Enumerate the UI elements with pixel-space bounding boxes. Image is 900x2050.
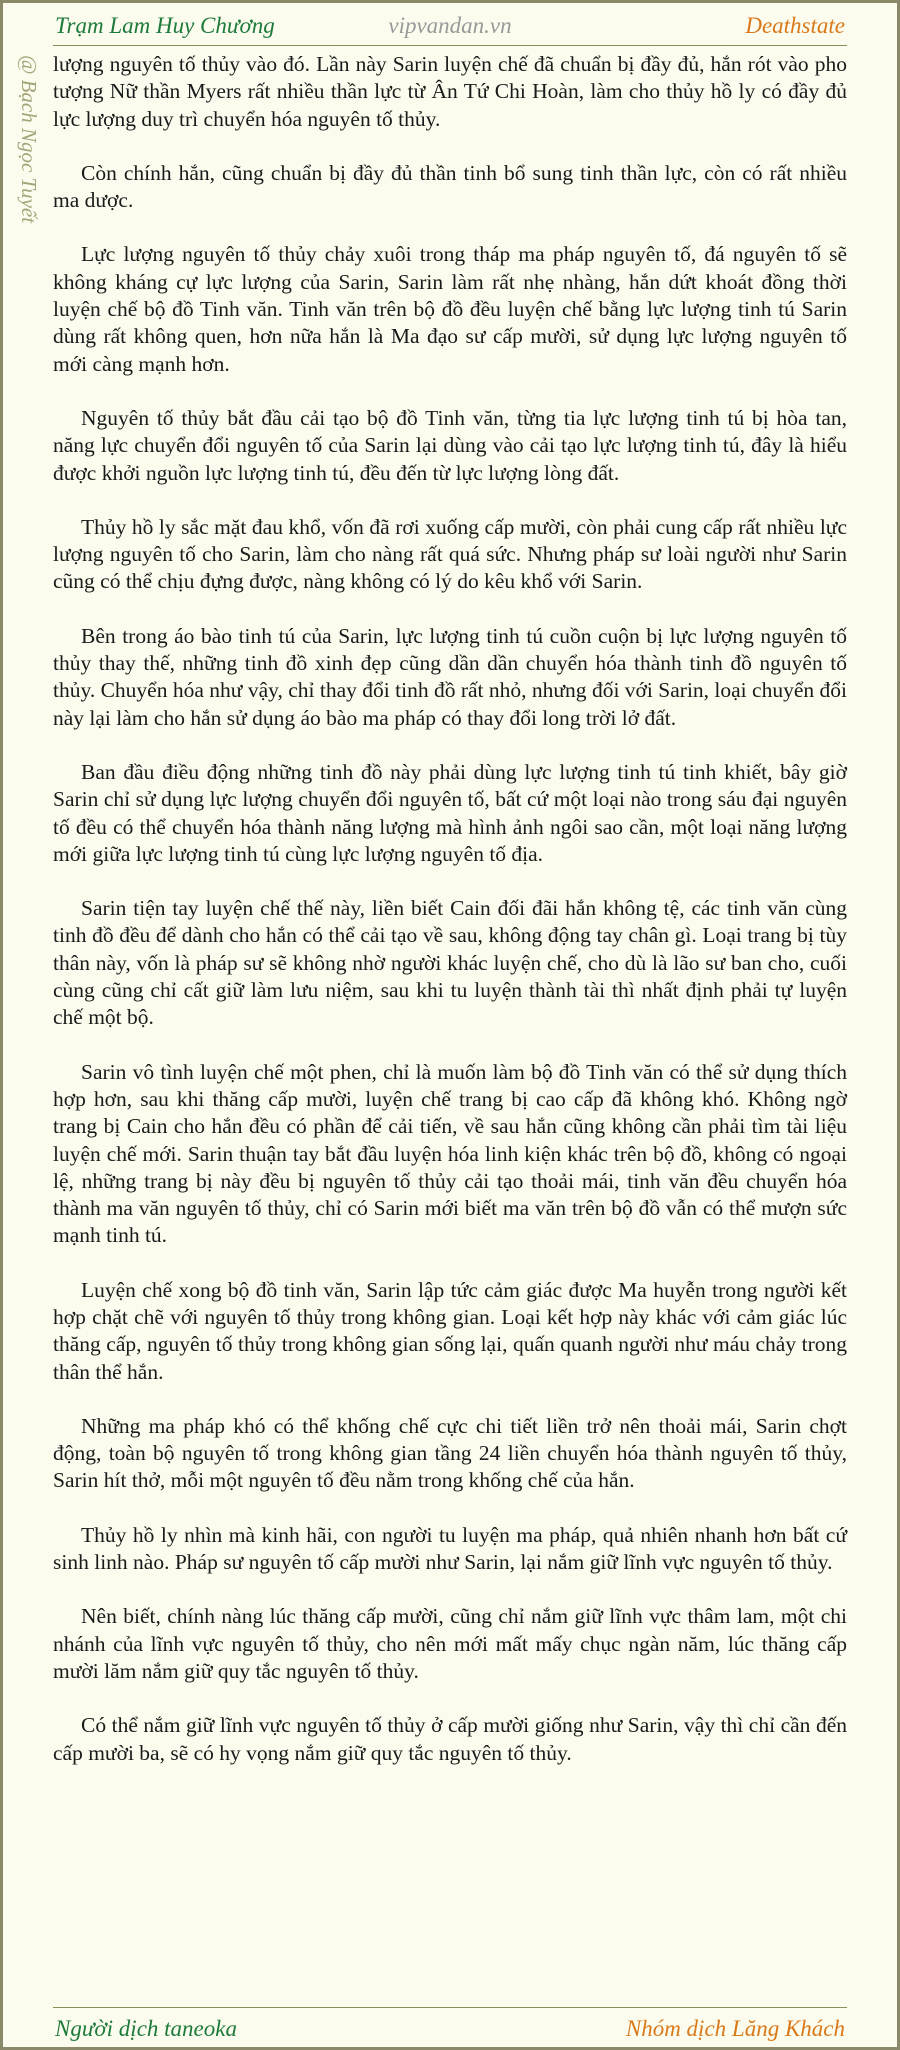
paragraph: Sarin tiện tay luyện chế thế này, liền biết Cain đối đãi hắn không tệ, các tinh văn cùng tinh đồ đều để dành cho hắn có thể cải tạo về sau, không động tay chân gì. Loại trang bị tùy thân này, vốn là pháp sư sẽ không nhờ người khác luyện chế, cho dù là lão sư ban cho, cuối cùng cũng chỉ cất giữ làm lưu niệm, sau khi tu luyện thành tài thì nhất định phải tự luyện chế một bộ. [53, 896, 847, 1030]
side-credit: @ Bạch Ngọc Tuyết [17, 55, 41, 224]
paragraph: Nguyên tố thủy bắt đầu cải tạo bộ đồ Tinh văn, từng tia lực lượng tinh tú bị hòa tan, năng lực chuyển đổi nguyên tố của Sarin lại dùng vào cải tạo lực lượng tinh tú, đây là hiểu được khởi nguồn lực lượng tinh tú, đều đến từ lực lượng lòng đất. [53, 405, 847, 485]
paragraph: Sarin vô tình luyện chế một phen, chỉ là muốn làm bộ đồ Tinh văn có thể sử dụng thích hợp hơn, sau khi thăng cấp mười, luyện chế trang bị cao cấp đã không khó. Không ngờ trang bị Cain cho hắn đều có phần để cải tiến, về sau hắn cũng không cần phải tìm tài liệu luyện chế mới. Sarin thuận tay bắt đầu luyện hóa linh kiện khác trên bộ đồ, không có ngoại lệ, những trang bị này đều bị nguyên tố thủy cải tạo thoải mái, tinh văn đều chuyển hóa thành ma văn nguyên tố thủy, chỉ có Sarin mới biết ma văn trên bộ đồ vẫn có thể mượn sức mạnh tinh tú. [53, 1059, 847, 1248]
paragraph: Thủy hồ ly sắc mặt đau khổ, vốn đã rơi xuống cấp mười, còn phải cung cấp rất nhiều lực lượng nguyên tố cho Sarin, làm cho nàng rất quá sức. Nhưng pháp sư loài người như Sarin cũng có thể chịu đựng được, nàng không có lý do kêu khổ với Sarin. [53, 514, 847, 594]
page-header [53, 11, 847, 46]
paragraph: Bên trong áo bào tinh tú của Sarin, lực lượng tinh tú cuồn cuộn bị lực lượng nguyên tố thủy thay thế, những tinh đồ xinh đẹp cũng dần dần chuyển hóa thành tinh đồ nguyên tố thủy. Chuyển hóa như vậy, chỉ thay đổi tinh đồ rất nhỏ, nhưng đối với Sarin, loại chuyển đổi này lại làm cho hắn sử dụng áo bào ma pháp có thay đổi long trời lở đất. [53, 623, 847, 730]
paragraph: Nên biết, chính nàng lúc thăng cấp mười, cũng chỉ nắm giữ lĩnh vực thâm lam, một chi nhánh của lĩnh vực nguyên tố thủy, cho nên mới mất mấy chục ngàn năm, lúc thăng cấp mười lăm nắm giữ quy tắc nguyên tố thủy. [53, 1604, 847, 1683]
story-title: Deathstate [745, 13, 845, 38]
translator-credit: Người dịch taneoka [55, 2016, 237, 2041]
paragraph: Luyện chế xong bộ đồ tinh văn, Sarin lập tức cảm giác được Ma huyễn trong người kết hợp chặt chẽ với nguyên tố thủy trong không gian. Loại kết hợp này khác với cảm giác lúc thăng cấp, nguyên tố thủy trong không gian sống lại, quấn quanh người như máu chảy trong thân thể hắn. [53, 1277, 847, 1384]
paragraph: Còn chính hắn, cũng chuẩn bị đầy đủ thần tinh bổ sung tinh thần lực, còn có rất nhiều ma dược. [53, 160, 847, 213]
paragraph: Thủy hồ ly nhìn mà kinh hãi, con người tu luyện ma pháp, quả nhiên nhanh hơn bất cứ sinh linh nào. Pháp sư nguyên tố cấp mười như Sarin, lại nắm giữ lĩnh vực nguyên tố thủy. [53, 1522, 847, 1575]
website-url: vipvandan.vn [388, 13, 512, 38]
paragraph: Có thể nắm giữ lĩnh vực nguyên tố thủy ở cấp mười giống như Sarin, vậy thì chỉ cần đến cấp mười ba, sẽ có hy vọng nắm giữ quy tắc nguyên tố thủy. [53, 1713, 847, 1765]
site-name: Trạm Lam Huy Chương [55, 13, 275, 38]
group-credit: Nhóm dịch Lăng Khách [625, 2016, 845, 2041]
paragraph: lượng nguyên tố thủy vào đó. Lần này Sarin luyện chế đã chuẩn bị đầy đủ, hắn rót vào pho tượng Nữ thần Myers rất nhiều thần lực từ Ân Tứ Chi Hoàn, làm cho thủy hồ ly có đầy đủ lực lượng duy trì chuyển hóa nguyên tố thủy. [53, 52, 847, 131]
paragraph: Những ma pháp khó có thể khống chế cực chi tiết liền trở nên thoải mái, Sarin chợt động, toàn bộ nguyên tố trong không gian tầng 24 liền chuyển hóa thành nguyên tố thủy, Sarin hít thở, mỗi một nguyên tố đều nằm trong khống chế của hắn. [53, 1413, 847, 1493]
paragraph: Ban đầu điều động những tinh đồ này phải dùng lực lượng tinh tú tinh khiết, bây giờ Sarin chỉ sử dụng lực lượng chuyển đổi nguyên tố, bất cứ một loại nào trong sáu đại nguyên tố đều có thể chuyển hóa thành năng lượng mà hình ảnh ngôi sao cần, một loại năng lượng mới giữa lực lượng tinh tú cùng lực lượng nguyên tố địa. [53, 759, 847, 866]
paragraph: Lực lượng nguyên tố thủy chảy xuôi trong tháp ma pháp nguyên tố, đá nguyên tố sẽ không kháng cự lực lượng của Sarin, Sarin làm rất nhẹ nhàng, hắn dứt khoát đồng thời luyện chế bộ đồ Tinh văn. Tinh văn trên bộ đồ đều luyện chế bằng lực lượng tinh tú Sarin dùng rất không quen, hơn nữa hắn là Ma đạo sư cấp mười, sử dụng lực lượng nguyên tố mới càng mạnh hơn. [53, 242, 847, 376]
page-footer [53, 2007, 847, 2044]
chapter-text [53, 51, 847, 1794]
